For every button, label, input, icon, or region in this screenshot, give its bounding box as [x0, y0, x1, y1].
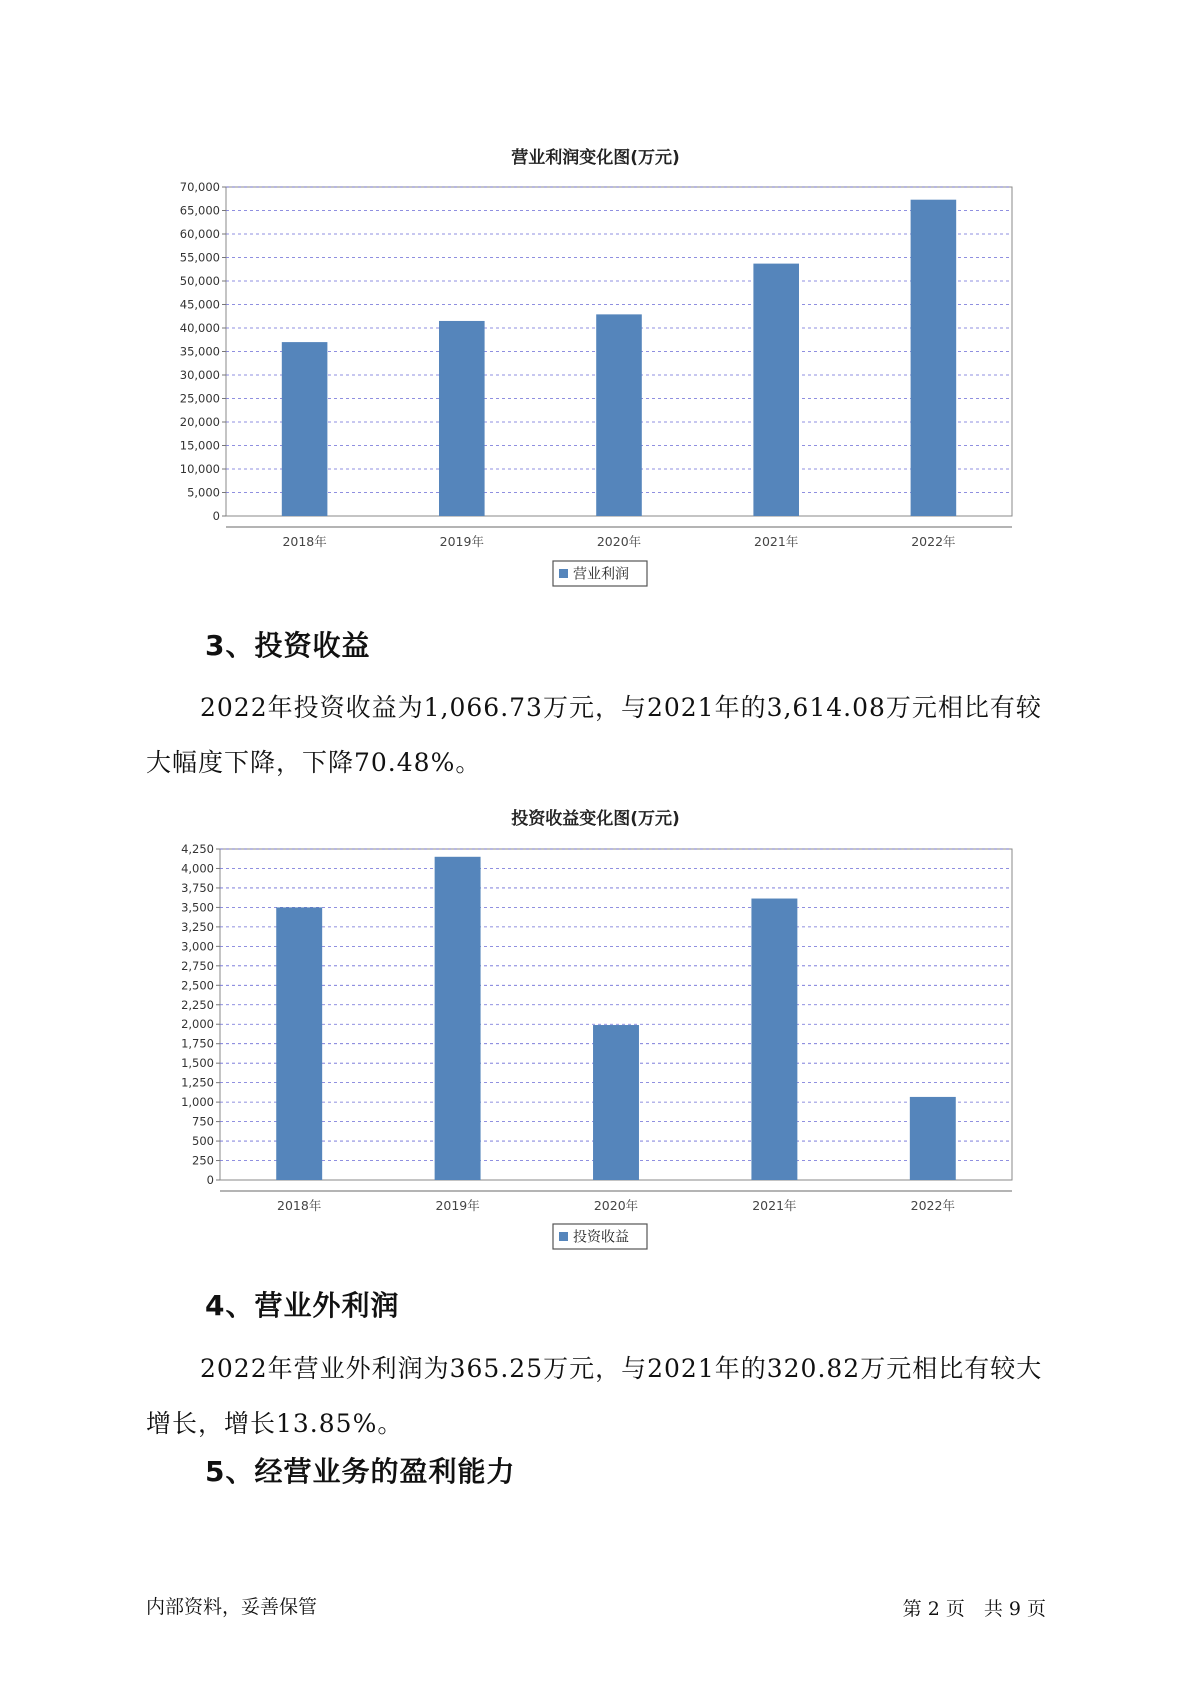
- section5-heading: 5、经营业务的盈利能力: [205, 1455, 516, 1488]
- chart2-legend-swatch: [559, 1232, 568, 1241]
- chart1-y-tick-label: 10,000: [179, 462, 220, 476]
- section4-heading: 4、营业外利润: [205, 1289, 400, 1322]
- chart2-y-tick-label: 2,750: [181, 958, 214, 973]
- chart1-x-tick-label: 2020年: [596, 534, 642, 549]
- chart2-y-tick-label: 2,250: [181, 997, 214, 1012]
- chart2-y-tick-label: 3,500: [181, 900, 214, 915]
- chart2-x-tick-label: 2019年: [435, 1198, 480, 1213]
- chart2-bar: [910, 1097, 956, 1180]
- chart1-x-tick-label: 2019年: [439, 534, 484, 549]
- chart2-y-tick-label: 2,500: [181, 978, 214, 993]
- chart1-y-tick-label: 15,000: [179, 438, 220, 453]
- chart2-bar: [276, 907, 322, 1180]
- chart2-y-tick-label: 3,000: [181, 939, 214, 954]
- chart2-y-tick-label: 500: [192, 1134, 214, 1149]
- chart1-y-tick-label: 30,000: [179, 368, 220, 382]
- chart2-y-tick-label: 0: [206, 1173, 214, 1187]
- chart1-y-tick-label: 55,000: [179, 250, 220, 265]
- chart2-legend-label: 投资收益: [573, 1229, 629, 1246]
- chart2-title: 投资收益变化图(万元): [511, 809, 680, 829]
- chart2-y-tick-label: 1,750: [181, 1036, 214, 1051]
- chart2-y-tick-label: 3,750: [181, 880, 214, 895]
- chart1-y-tick-label: 70,000: [179, 180, 220, 194]
- chart2-bar: [751, 899, 797, 1180]
- chart1-y-tick-label: 25,000: [179, 391, 220, 406]
- chart1-y-tick-label: 40,000: [179, 321, 220, 335]
- chart2-y-tick-label: 1,000: [181, 1095, 214, 1110]
- chart1-y-tick-label: 45,000: [179, 297, 220, 312]
- footer-confidential: 内部资料，妥善保管: [146, 1596, 318, 1618]
- chart1-x-tick-label: 2021年: [754, 534, 799, 549]
- section4-paragraph: 2022年营业外利润为365.25万元，与2021年的320.82万元相比有较大增长，增长13.85%。: [146, 1354, 1043, 1438]
- chart2-y-tick-label: 1,250: [181, 1075, 214, 1090]
- chart1-y-tick-label: 60,000: [179, 227, 220, 241]
- chart2-bar: [435, 857, 481, 1180]
- chart1-legend-label: 营业利润: [573, 566, 629, 583]
- chart2-x-tick-label: 2018年: [277, 1198, 322, 1213]
- section3-heading: 3、投资收益: [205, 629, 371, 662]
- chart2-x-tick-label: 2021年: [752, 1198, 797, 1213]
- chart1-x-tick-label: 2022年: [911, 534, 956, 549]
- chart1-x-tick-label: 2018年: [282, 534, 327, 549]
- chart1-y-tick-label: 5,000: [187, 485, 220, 500]
- chart2-bar: [593, 1025, 639, 1180]
- chart1-y-tick-label: 20,000: [179, 415, 220, 429]
- chart2-y-tick-label: 2,000: [181, 1017, 214, 1032]
- chart2-x-tick-label: 2020年: [593, 1198, 639, 1213]
- chart1-y-tick-label: 35,000: [179, 344, 220, 359]
- chart2-y-tick-label: 250: [192, 1153, 214, 1168]
- chart1-y-tick-label: 65,000: [179, 203, 220, 218]
- chart2-y-tick-label: 1,500: [181, 1056, 214, 1071]
- chart2-y-tick-label: 4,000: [181, 861, 214, 876]
- chart1-y-tick-label: 0: [212, 509, 220, 523]
- chart2-y-tick-label: 750: [192, 1114, 214, 1129]
- chart2-x-tick-label: 2022年: [910, 1198, 955, 1213]
- chart2-y-tick-label: 3,250: [181, 919, 214, 934]
- chart1-y-tick-label: 50,000: [179, 274, 220, 288]
- footer-page-number: 第 2 页 共 9 页: [902, 1598, 1046, 1620]
- chart2-y-tick-label: 4,250: [181, 842, 214, 856]
- section3-paragraph: 2022年投资收益为1,066.73万元，与2021年的3,614.08万元相比有较大幅度下降，下降70.48%。: [146, 693, 1042, 777]
- chart1-title: 营业利润变化图(万元): [511, 148, 680, 168]
